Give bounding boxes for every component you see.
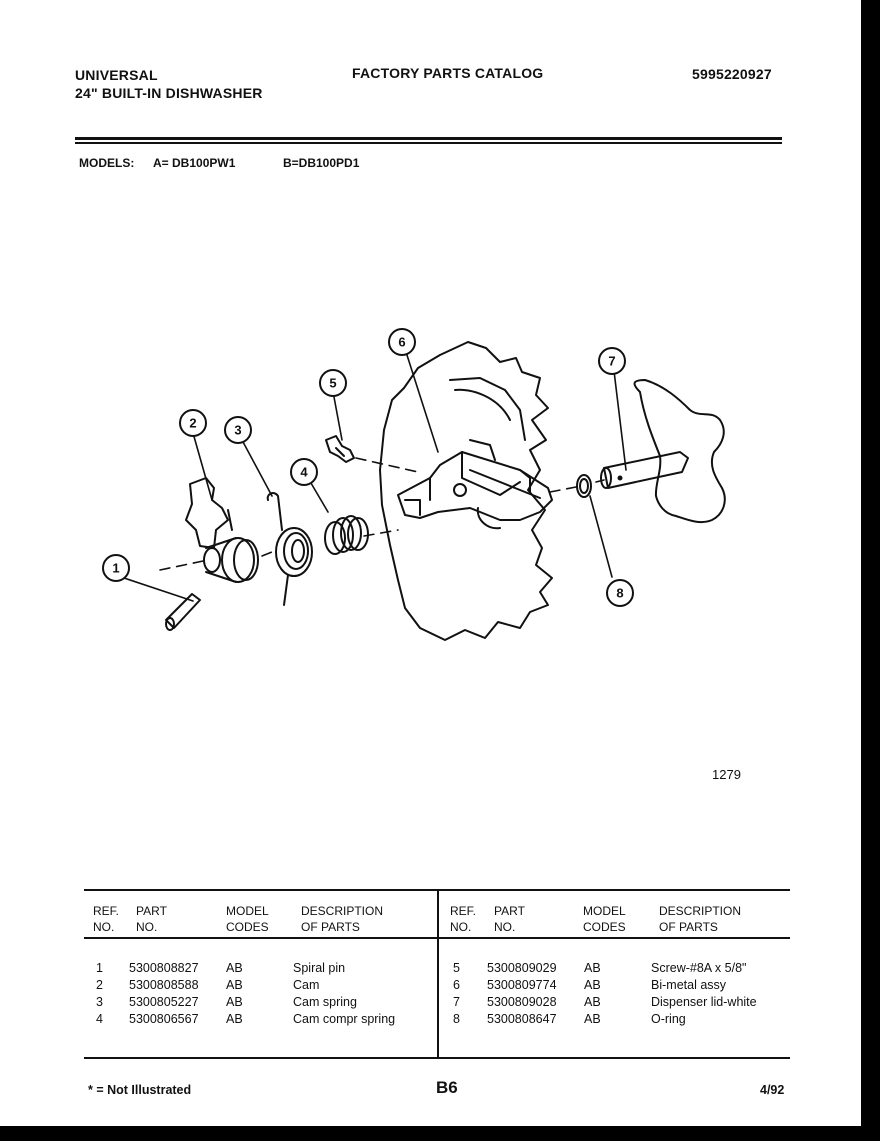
product-name: 24" BUILT-IN DISHWASHER [75, 85, 263, 101]
bimetal-assembly [398, 452, 552, 520]
dispenser-lid [635, 380, 725, 522]
callout-label-3: 3 [234, 422, 242, 438]
page-number: B6 [436, 1078, 458, 1097]
table-row [453, 995, 757, 1012]
part-number-cell: 5300809028 [487, 995, 557, 1009]
ref-cell: 4 [96, 1012, 103, 1026]
cam-spring [268, 493, 312, 605]
part-number-cell: 5300805227 [129, 995, 199, 1009]
model-b: B=DB100PD1 [283, 156, 360, 170]
part-number-cell: 5300808647 [487, 1012, 557, 1026]
col-header-model-right: MODEL CODES [583, 904, 626, 934]
ref-cell: 7 [453, 995, 460, 1009]
callout-label-6: 6 [398, 334, 406, 350]
col-header-ref: REF. NO. [93, 904, 120, 934]
table-row [96, 978, 395, 995]
screw [326, 436, 354, 462]
col-header-ref-right: REF. NO. [450, 904, 477, 934]
col-header-description-right: DESCRIPTION OF PARTS [659, 904, 742, 934]
callout-label-8: 8 [616, 585, 624, 601]
col-header-part-right: PART NO. [494, 904, 525, 934]
description-cell: Spiral pin [293, 961, 346, 975]
description-cell: Bi-metal assy [651, 978, 727, 992]
model-codes-cell: AB [584, 961, 601, 975]
description-cell: Cam compr spring [293, 1012, 396, 1026]
col-header-model: MODEL CODES [226, 904, 269, 934]
ref-cell: 3 [96, 995, 103, 1009]
part-number-cell: 5300808588 [129, 978, 199, 992]
table-row [96, 1012, 395, 1029]
part-number-cell: 5300806567 [129, 1012, 199, 1026]
description-cell: O-ring [651, 1012, 686, 1026]
model-codes-cell: AB [226, 978, 243, 992]
table-bottom-rule [84, 1057, 790, 1059]
table-row [453, 961, 757, 978]
table-divider [437, 891, 439, 1059]
part-number-cell: 5300808827 [129, 961, 199, 975]
parts-table-right [453, 961, 757, 1029]
cam-compression-spring [325, 516, 368, 554]
callout-label-4: 4 [300, 464, 308, 480]
col-header-part: PART NO. [136, 904, 167, 934]
table-row [96, 995, 395, 1012]
description-cell: Cam [293, 978, 320, 992]
model-codes-cell: AB [584, 978, 601, 992]
col-header-description: DESCRIPTION OF PARTS [301, 904, 384, 934]
callout-label-1: 1 [112, 560, 120, 576]
models-label: MODELS: [79, 156, 135, 170]
model-codes-cell: AB [584, 1012, 601, 1026]
ref-cell: 6 [453, 978, 460, 992]
ref-cell: 1 [96, 961, 103, 975]
model-codes-cell: AB [226, 961, 243, 975]
not-illustrated-note: * = Not Illustrated [88, 1083, 192, 1097]
catalog-title: FACTORY PARTS CATALOG [352, 65, 544, 81]
catalog-number: 5995220927 [692, 66, 772, 82]
description-cell: Cam spring [293, 995, 357, 1009]
table-row [453, 978, 757, 995]
description-cell: Screw-#8A x 5/8" [651, 961, 747, 975]
model-codes-cell: AB [226, 1012, 243, 1026]
callout-label-7: 7 [608, 353, 616, 369]
brand-name: UNIVERSAL [75, 67, 158, 83]
cam [186, 478, 258, 582]
model-codes-cell: AB [226, 995, 243, 1009]
table-row [96, 961, 395, 978]
ref-cell: 5 [453, 961, 460, 975]
model-a: A= DB100PW1 [153, 156, 236, 170]
model-codes-cell: AB [584, 995, 601, 1009]
ref-cell: 8 [453, 1012, 460, 1026]
part-number-cell: 5300809029 [487, 961, 557, 975]
ref-cell: 2 [96, 978, 103, 992]
callout-label-5: 5 [329, 375, 337, 391]
parts-table-left [96, 961, 395, 1029]
callout-label-2: 2 [189, 415, 197, 431]
part-number-cell: 5300809774 [487, 978, 557, 992]
description-cell: Dispenser lid-white [651, 995, 757, 1009]
revision-date: 4/92 [760, 1083, 785, 1097]
table-row [453, 1012, 757, 1029]
spiral-pin [166, 594, 200, 630]
figure-number: 1279 [712, 767, 741, 782]
